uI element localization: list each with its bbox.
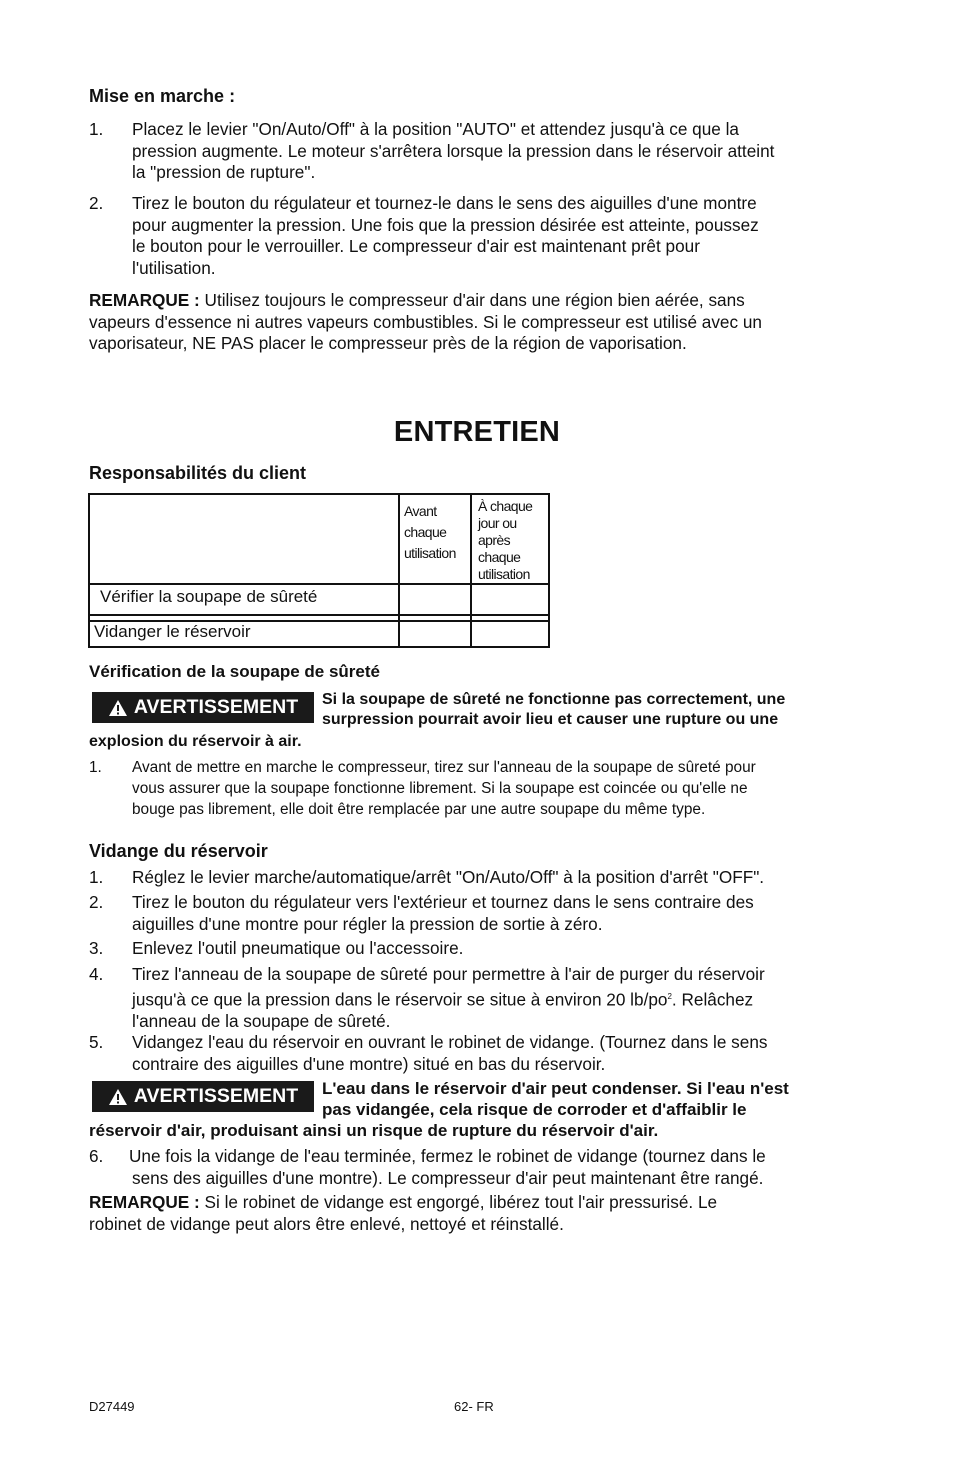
table-header-blank [89,494,399,584]
warning-text-1: Si la soupape de sûreté ne fonctionne pas correctement, une surpression pourrait avoir lieu et causer une rupture ou une [322,691,786,728]
table-cell-check [471,584,549,615]
warning-text-2-cont: réservoir d'air, produisant ainsi un risque de rupture du réservoir d'air. [89,1121,659,1140]
footer-page-number: 62- FR [454,1399,494,1414]
list-item: 5. Vidangez l'eau du réservoir en ouvrant le robinet de vidange. (Tournez dans le sens contraire des aiguilles d'une montre) situé en bas du réservoir. [89,1032,768,1074]
warning-triangle-icon [108,699,128,717]
page-title: ENTRETIEN [393,416,561,448]
table-cell-task: Vérifier la soupape de sûreté [89,584,399,615]
table-header-before-use: Avant chaque utilisation [399,494,471,584]
warning-badge: AVERTISSEMENT [92,692,314,723]
section-heading-responsibilities: Responsabilités du client [89,463,307,483]
footer-model: D27449 [89,1399,135,1414]
list-item: 2. Tirez le bouton du régulateur et tournez-le dans le sens des aiguilles d'une montre pour augmenter la pression. Une fois que la pression désirée est atteinte, poussez le bouton pour le verrouiller. Le compresseur d'air est maintenant prêt pour l'utilisation. [89,193,759,278]
section-heading-drain: Vidange du réservoir [89,841,268,861]
table-row [89,584,549,615]
table-row [89,621,549,647]
section-heading-start: Mise en marche : [89,86,236,106]
list-item: 2. Tirez le bouton du régulateur vers l'extérieur et tournez dans le sens contraire des aiguilles d'une montre pour régler la pression de sortie à zéro. [89,892,754,934]
note-start: REMARQUE : Utilisez toujours le compresseur d'air dans une région bien aérée, sans vapeurs d'essence ni autres vapeurs combustibles. Si le compresseur est utilisé avec un vaporisateur, NE PAS placer le compresseur près de la région de vaporisation. [89,290,762,353]
table-cell-check [399,584,471,615]
list-item: 1. Placez le levier "On/Auto/Off" à la position "AUTO" et attendez jusqu'à ce que la pression augmente. Le moteur s'arrêtera lorsque la pression dans le réservoir atteint la "pression de rupture". [89,119,775,182]
section-heading-valve: Vérification de la soupape de sûreté [89,662,380,681]
list-item: 3. Enlevez l'outil pneumatique ou l'accessoire. [89,938,464,958]
list-item: 4. Tirez l'anneau de la soupape de sûreté pour permettre à l'air de purger du réservoir jusqu'à ce que la pression dans le réservoir se situe à environ 20 $lb/po^2$. Relâchez l'anneau de la soupape de sûreté. [89,964,765,1031]
note-drain: REMARQUE : Si le robinet de vidange est engorgé, libérez tout l'air pressurisé. Le robinet de vidange peut alors être enlevé, nettoyé et réinstallé. [89,1192,718,1234]
warning-text-2: L'eau dans le réservoir d'air peut condenser. Si l'eau n'est pas vidangée, cela risque de corroder et d'affaiblir le [322,1079,789,1119]
maintenance-table [88,493,550,648]
table-header-daily: À chaque jour ou après chaque utilisation [471,494,549,584]
warning-triangle-icon [108,1088,128,1106]
list-item: 1. Réglez le levier marche/automatique/arrêt "On/Auto/Off" à la position d'arrêt "OFF". [89,867,765,887]
table-cell-check [471,621,549,647]
warning-badge: AVERTISSEMENT [92,1081,314,1112]
list-item: 1. Avant de mettre en marche le compresseur, tirez sur l'anneau de la soupape de sûreté pour vous assurer que la soupape fonctionne librement. Si la soupape est coincée ou qu'elle ne bouge pas librement, elle doit être remplacée par une autre soupape du même type. [89,759,756,818]
table-cell-check [399,621,471,647]
warning-text-1-cont: explosion du réservoir à air. [89,733,302,750]
table-cell-task: Vidanger le réservoir [89,621,399,647]
list-item: 6. Une fois la vidange de l'eau terminée, fermez le robinet de vidange (tournez dans le sens des aiguilles d'une montre). Le compresseur d'air peut maintenant être rangé. [89,1146,766,1188]
